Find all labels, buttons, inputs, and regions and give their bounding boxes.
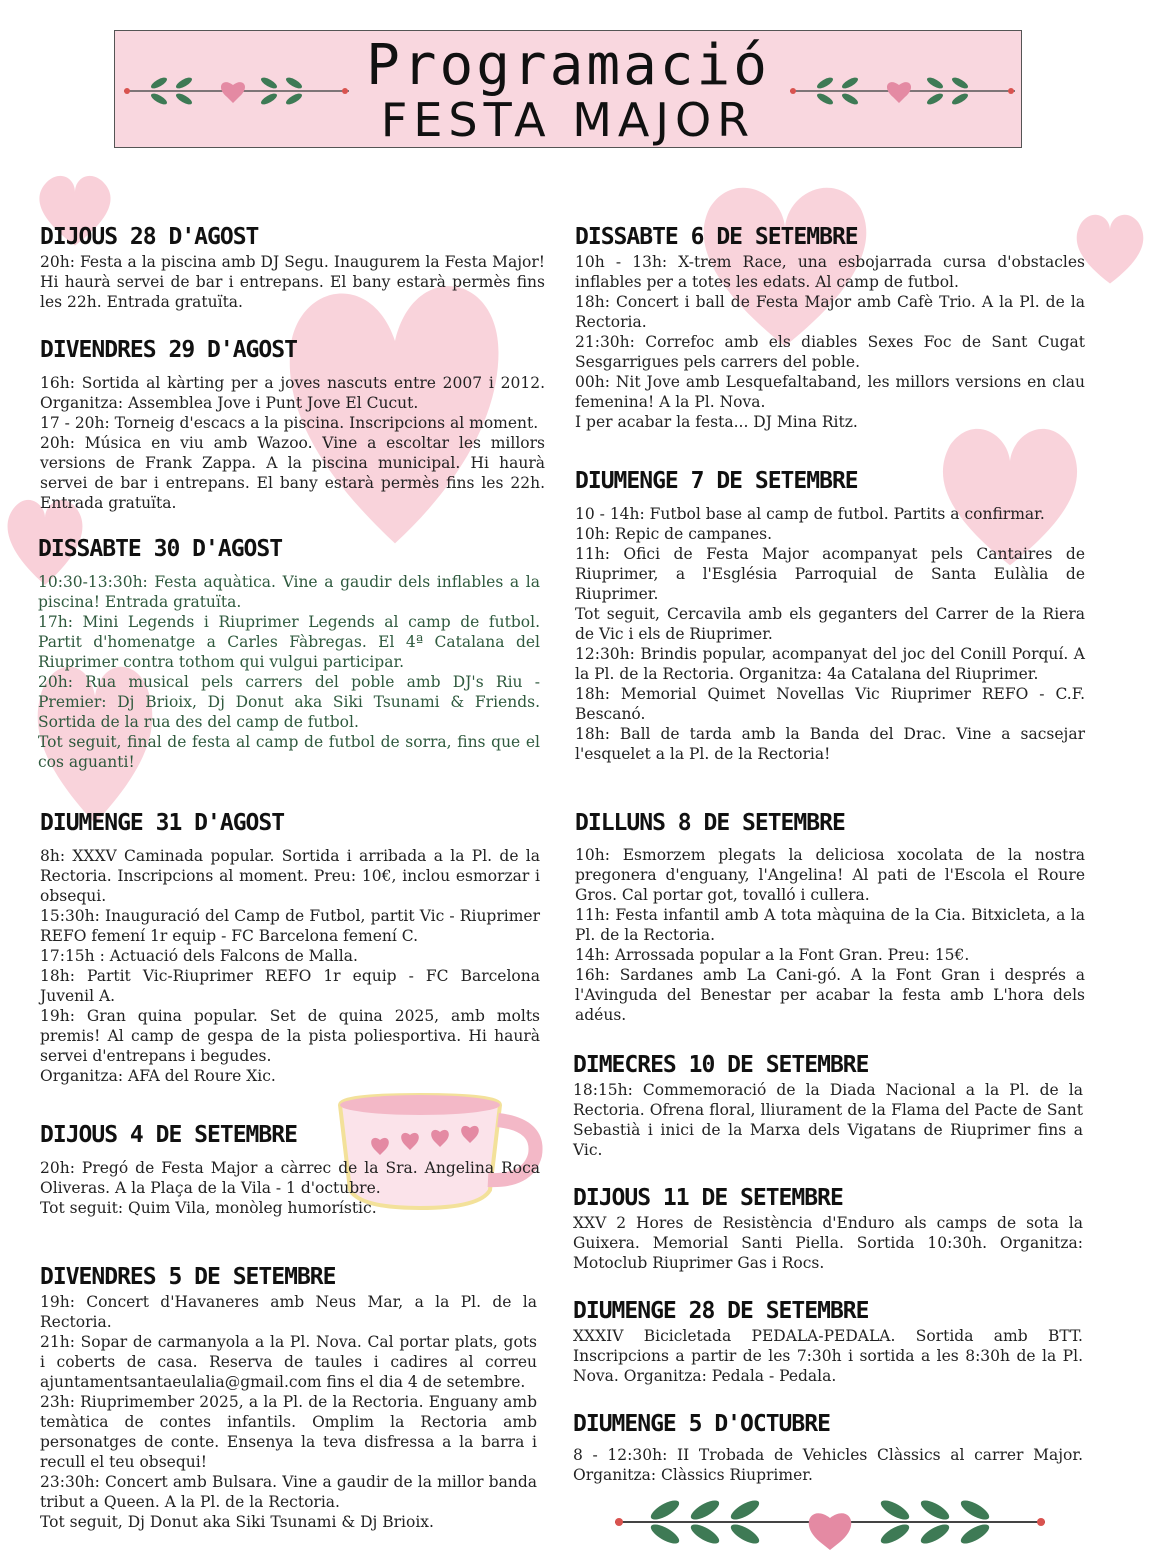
event-entry: 23h: Riuprimember 2025, a la Pl. de la Rectoria. Enguany amb temàtica de contes infantils. Omplim la Rectoria amb personatges de conte. Ensenya la teva disfressa a la barra i recull el teu obsequi! <box>40 1393 537 1471</box>
day-heading: DISSABTE 6 DE SETEMBRE <box>575 224 858 250</box>
event-entry: 21:30h: Correfoc amb els diables Sexes Foc de Sant Cugat Sesgarrigues pels carrers del poble. <box>575 333 1085 371</box>
vine-bottom-icon <box>605 1492 1055 1552</box>
event-entry: 8h: XXXV Caminada popular. Sortida i arribada a la Pl. de la Rectoria. Inscripcions al moment. Preu: 10€, inclou esmorzar i obsequi. <box>40 847 540 905</box>
header-banner <box>114 30 1022 148</box>
vine-right-icon <box>785 73 1020 109</box>
event-entry: 18h: Ball de tarda amb la Banda del Drac. Vine a sacsejar l'esquelet a la Pl. de la Rectoria! <box>575 725 1085 763</box>
event-entry: 20h: Música en viu amb Wazoo. Vine a escoltar les millors versions de Frank Zappa. A la piscina municipal. Hi haurà servei de bar i entrepans. El bany estarà permès fins les 22h. Entrada gratuïta. <box>40 434 545 512</box>
event-entry: 18h: Concert i ball de Festa Major amb Cafè Trio. A la Pl. de la Rectoria. <box>575 293 1085 331</box>
event-entry: 18h: Partit Vic-Riuprimer REFO 1r equip - FC Barcelona Juvenil A. <box>40 967 540 1005</box>
day-heading: DILLUNS 8 DE SETEMBRE <box>575 810 845 836</box>
event-entry: 17 - 20h: Torneig d'escacs a la piscina. Inscripcions al moment. <box>40 414 539 432</box>
day-heading: DIVENDRES 5 DE SETEMBRE <box>40 1264 336 1290</box>
event-entry: XXV 2 Hores de Resistència d'Enduro als camps de sota la Guixera. Memorial Santi Piella. Sortida 10:30h. Organitza: Motoclub Riuprimer Gas i Rocs. <box>573 1214 1083 1272</box>
vine-left-icon <box>119 73 354 109</box>
event-entry: Tot seguit: Quim Vila, monòleg humorístic. <box>40 1199 377 1217</box>
event-entry: 21h: Sopar de carmanyola a la Pl. Nova. Cal portar plats, gots i coberts de casa. Reserva de taules i cadires al correu ajuntamentsantaeulalia@gmail.com fins el dia 4 de setembre. <box>40 1333 537 1391</box>
event-entry: 20h: Pregó de Festa Major a càrrec de la Sra. Angelina Roca Oliveras. A la Plaça de la Vila - 1 d'octubre. <box>40 1159 540 1197</box>
event-entry: 15:30h: Inauguració del Camp de Futbol, partit Vic - Riuprimer REFO femení 1r equip - FC Barcelona femení C. <box>40 907 540 945</box>
event-entry: Tot seguit, final de festa al camp de futbol de sorra, fins que el cos aguanti! <box>38 733 540 771</box>
day-heading: DIUMENGE 31 D'AGOST <box>40 810 285 836</box>
event-entry: I per acabar la festa... DJ Mina Ritz. <box>575 413 858 431</box>
event-entry: 20h: Festa a la piscina amb DJ Segu. Inaugurem la Festa Major! Hi haurà servei de bar i entrepans. El bany estarà permès fins les 22h. Entrada gratuïta. <box>40 253 545 311</box>
day-section <box>573 1296 1083 1386</box>
event-entry: XXXIV Bicicletada PEDALA-PEDALA. Sortida amb BTT. Inscripcions a partir de les 7:30h i sortida a les 8:30h de la Pl. Nova. Organitza: Pedala - Pedala. <box>573 1327 1083 1385</box>
day-heading: DIVENDRES 29 D'AGOST <box>40 337 297 363</box>
event-entry: 11h: Ofici de Festa Major acompanyat pels Cantaires de Riuprimer, a l'Església Parroquial de Santa Eulàlia de Riuprimer. <box>575 545 1085 603</box>
day-section <box>573 1409 1083 1485</box>
event-entry: 10h: Esmorzem plegats la deliciosa xocolata de la nostra pregonera d'enguany, l'Angelina! Al pati de l'Escola el Roure Gros. Cal portar got, tovalló i cullera. <box>575 846 1085 904</box>
day-section <box>40 808 540 1086</box>
day-heading: DIUMENGE 28 DE SETEMBRE <box>573 1298 869 1324</box>
event-entry: 17h: Mini Legends i Riuprimer Legends al camp de futbol. Partit d'homenatge a Carles Fàbregas. El 4ª Catalana del Riuprimer contra tothom qui vulgui participar. <box>38 613 540 671</box>
day-heading: DIUMENGE 5 D'OCTUBRE <box>573 1411 830 1437</box>
day-section <box>40 222 545 312</box>
day-heading: DIUMENGE 7 DE SETEMBRE <box>575 468 858 494</box>
day-section <box>38 534 540 772</box>
event-entry: Tot seguit, Cercavila amb els geganters del Carrer de la Riera de Vic i els de Riuprimer. <box>575 605 1085 643</box>
page-subtitle: FESTA MAJOR <box>380 93 756 147</box>
event-entry: 10 - 14h: Futbol base al camp de futbol. Partits a confirmar. <box>575 505 1045 523</box>
event-entry: 18h: Memorial Quimet Novellas Vic Riuprimer REFO - C.F. Bescanó. <box>575 685 1085 723</box>
event-entry: 17:15h : Actuació dels Falcons de Malla. <box>40 947 358 965</box>
day-heading: DIMECRES 10 DE SETEMBRE <box>573 1052 869 1078</box>
day-section <box>40 335 545 513</box>
event-entry: 11h: Festa infantil amb A tota màquina de la Cia. Bitxicleta, a la Pl. de la Rectoria. <box>575 906 1085 944</box>
event-entry: 14h: Arrossada popular a la Font Gran. Preu: 15€. <box>575 946 970 964</box>
event-entry: Organitza: AFA del Roure Xic. <box>40 1067 276 1085</box>
event-entry: 18:15h: Commemoració de la Diada Nacional a la Pl. de la Rectoria. Ofrena floral, lliurament de la Flama del Pacte de Sant Sebastià i inici de la Marxa dels Vigatans de Riuprimer fins a Vic. <box>573 1081 1083 1159</box>
day-heading: DIJOUS 28 D'AGOST <box>40 224 259 250</box>
day-section <box>573 1050 1083 1160</box>
day-section <box>40 1262 537 1532</box>
day-section <box>575 222 1085 432</box>
event-entry: 16h: Sortida al kàrting per a joves nascuts entre 2007 i 2012. Organitza: Assemblea Jove i Punt Jove El Cucut. <box>40 374 545 412</box>
event-entry: 12:30h: Brindis popular, acompanyat del joc del Conill Porquí. A la Pl. de la Rectoria. Organitza: 4a Catalana del Riuprimer. <box>575 645 1085 683</box>
event-entry: 20h: Rua musical pels carrers del poble amb DJ's Riu - Premier: Dj Brioix, Dj Donut aka Siki Tsunami & Friends. Sortida de la rua des del camp de futbol. <box>38 673 540 731</box>
day-section <box>575 808 1085 1025</box>
day-section <box>40 1120 540 1218</box>
day-heading: DIJOUS 4 DE SETEMBRE <box>40 1122 297 1148</box>
day-section <box>575 466 1085 764</box>
day-heading: DISSABTE 30 D'AGOST <box>38 536 283 562</box>
event-entry: 19h: Concert d'Havaneres amb Neus Mar, a la Pl. de la Rectoria. <box>40 1293 537 1331</box>
event-entry: 16h: Sardanes amb La Cani-gó. A la Font Gran i després a l'Avinguda del Benestar per acabar la festa amb L'hora dels adéus. <box>575 966 1085 1024</box>
event-entry: 00h: Nit Jove amb Lesquefaltaband, les millors versions en clau femenina! A la Pl. Nova. <box>575 373 1085 411</box>
event-entry: 8 - 12:30h: II Trobada de Vehicles Clàssics al carrer Major. Organitza: Clàssics Riuprimer. <box>573 1446 1083 1484</box>
event-entry: 10:30-13:30h: Festa aquàtica. Vine a gaudir dels inflables a la piscina! Entrada gratuïta. <box>38 573 540 611</box>
event-entry: Tot seguit, Dj Donut aka Siki Tsunami & Dj Brioix. <box>40 1513 434 1531</box>
event-entry: 10h - 13h: X-trem Race, una esbojarrada cursa d'obstacles inflables per a totes les edats. Al camp de futbol. <box>575 253 1085 291</box>
day-section <box>573 1183 1083 1273</box>
day-heading: DIJOUS 11 DE SETEMBRE <box>573 1185 843 1211</box>
event-entry: 10h: Repic de campanes. <box>575 525 773 543</box>
page-title: Programació <box>366 33 770 98</box>
event-entry: 19h: Gran quina popular. Set de quina 2025, amb molts premis! Al camp de gespa de la pista poliesportiva. Hi haurà servei d'entrepans i begudes. <box>40 1007 540 1065</box>
event-entry: 23:30h: Concert amb Bulsara. Vine a gaudir de la millor banda tribut a Queen. A la Pl. de la Rectoria. <box>40 1473 537 1511</box>
